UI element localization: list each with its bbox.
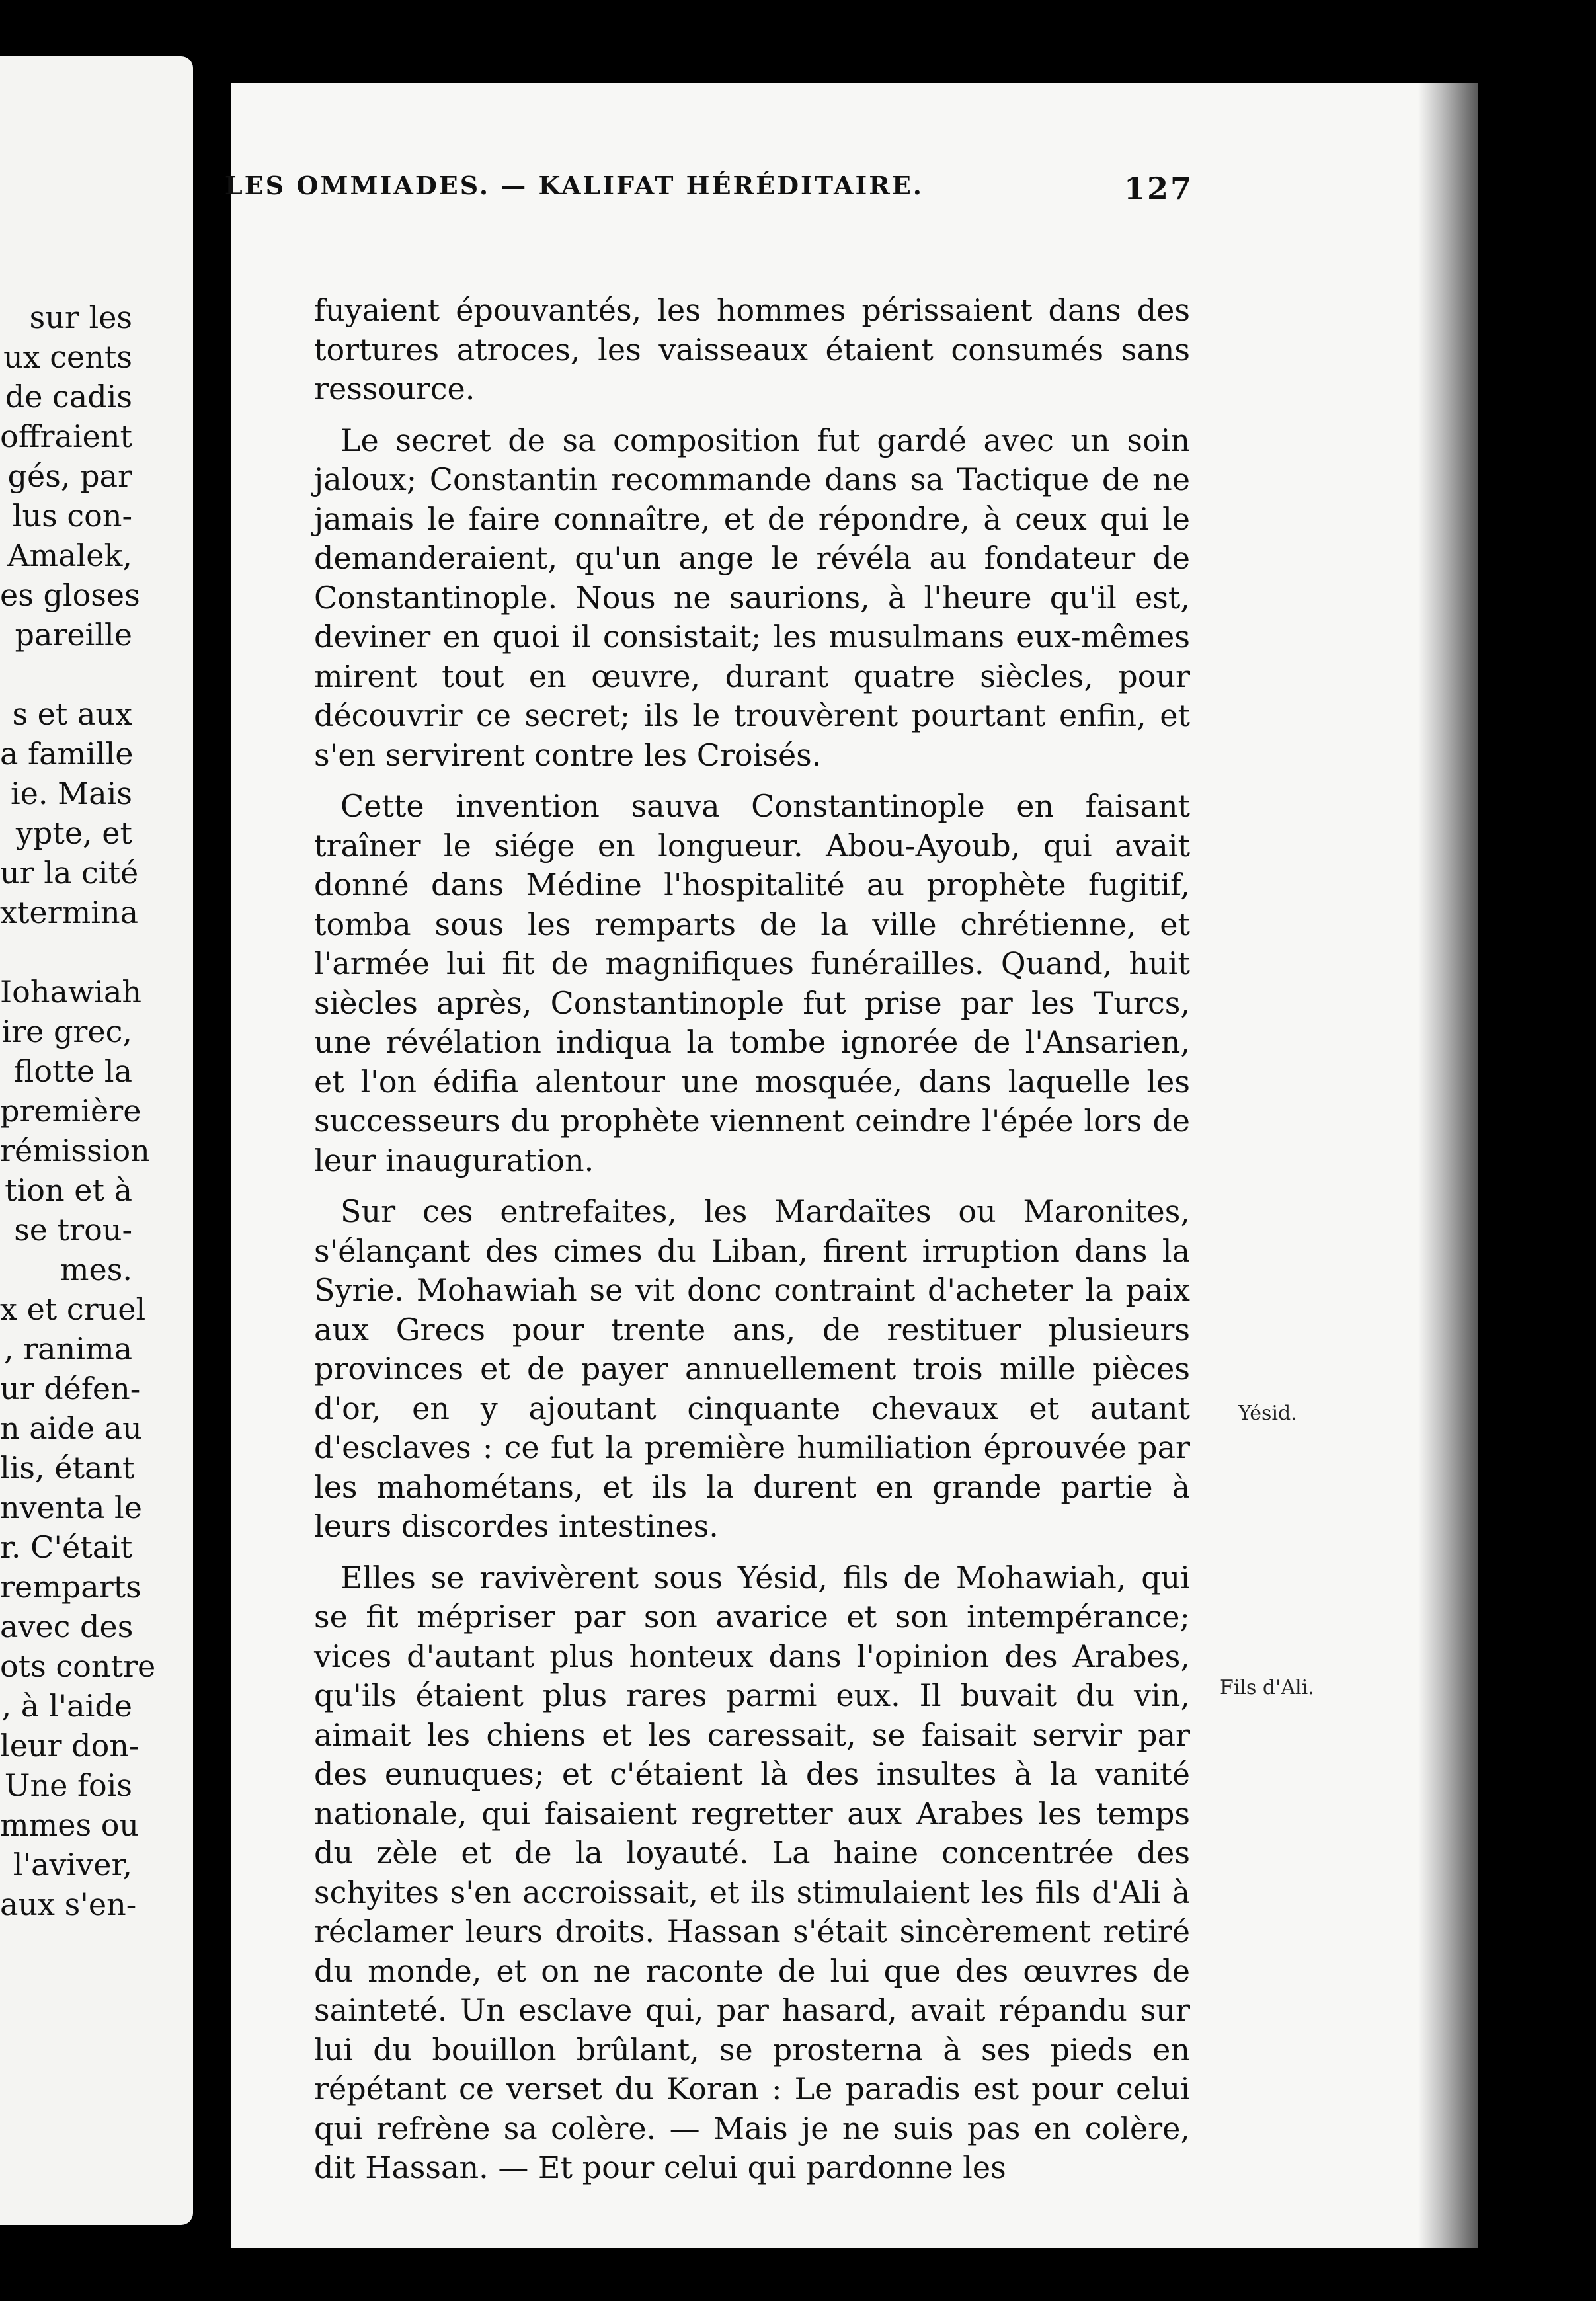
paragraph: Elles se ravivèrent sous Yésid, fils de Mohawiah, qui se fit mépriser par son avarice et son intempérance; vices d'autant plus honteux dans l'opinion des Arabes, qu'ils étaient plus rares parmi eux. Il buvait du vin, aimait les chiens et les caressait, se faisait servir par des eunuques; et c'étaient là des insultes à la vanité nationale, qui faisaient regretter aux Arabes les temps du zèle et de la loyauté. La haine concentrée des schyites s'en accroissait, et ils stimulaient les fils d'Ali à réclamer leurs droits. Hassan s'était sincèrement retiré du monde, et on ne raconte de lui que des œuvres de sainteté. Un esclave qui, par hasard, avait répandu sur lui du bouillon brûlant, se prosterna à ses pieds en répétant ce verset du Koran : Le paradis est pour celui qui refrène sa colère. — Mais je ne suis pas en colère, dit Hassan. — Et pour celui qui pardonne les <box>314 1559 1190 2185</box>
left-page-line: ots contre <box>0 1648 156 1684</box>
left-page-line: ux cents <box>3 339 132 375</box>
left-page-line: xtermina <box>0 895 139 930</box>
left-page-line: leur don- <box>0 1728 140 1763</box>
left-page-line: première <box>0 1093 141 1129</box>
left-page-line: mmes ou <box>0 1807 140 1843</box>
page-number: 127 <box>1123 171 1193 206</box>
left-page-line: , à l'aide <box>1 1688 132 1724</box>
left-page-line: mes. <box>60 1252 132 1287</box>
left-page-line: lus con- <box>12 498 132 534</box>
left-page-line: de cadis <box>5 379 132 415</box>
left-page-line: Amalek, <box>7 538 132 573</box>
paragraph: Sur ces entrefaites, les Mardaïtes ou Maronites, s'élançant des cimes du Liban, firent irruption dans la Syrie. Mohawiah se vit donc contraint d'acheter la paix aux Grecs pour trente ans, de restituer plusieurs provinces et de payer annuellement trois mille pièces d'or, en y ajoutant cinquante chevaux et autant d'esclaves : ce fut la première humiliation éprouvée par les mahométans, et ils la durent en grande partie à leurs discordes intestines. <box>314 1193 1190 1544</box>
left-page-line: a famille <box>0 736 134 772</box>
left-page-line: tion et à <box>5 1172 132 1208</box>
left-page-line: ur la cité <box>0 855 139 891</box>
running-head <box>225 171 1193 217</box>
left-page-line: nventa le <box>0 1490 142 1525</box>
left-page-line: , ranima <box>3 1331 132 1367</box>
chapter-title: LES OMMIADES. — KALIFAT HÉRÉDITAIRE. <box>225 171 924 200</box>
previous-page-fragment <box>0 56 193 2225</box>
left-page-line: x et cruel <box>0 1291 146 1327</box>
left-page-line: r. C'était <box>0 1529 133 1565</box>
left-page-line: se trou- <box>14 1212 132 1248</box>
left-page-line: flotte la <box>13 1053 132 1089</box>
left-page-line: ire grec, <box>1 1014 132 1049</box>
left-page-line: ie. Mais <box>10 776 132 811</box>
left-page-line: offraient <box>0 419 132 454</box>
left-page-line: ypte, et <box>15 815 132 851</box>
margin-note-yesid: Yésid. <box>1238 1402 1297 1425</box>
left-page-line: Iohawiah <box>0 974 142 1010</box>
paragraph: Le secret de sa composition fut gardé avec un soin jaloux; Constantin recommande dans sa Tactique de ne jamais le faire connaître, et de répondre, à ceux qui le demanderaient, qu'un ange le révéla au fondateur de Constantinople. Nous ne saurions, à l'heure qu'il est, deviner en quoi il consistait; les musulmans eux-mêmes mirent tout en œuvre, durant quatre siècles, pour découvrir ce secret; ils le trouvèrent pourtant enfin, et s'en servirent contre les Croisés. <box>314 422 1190 773</box>
left-page-line: aux s'en- <box>0 1886 137 1922</box>
left-page-line: n aide au <box>0 1410 142 1446</box>
paragraph: fuyaient épouvantés, les hommes périssaient dans des tortures atroces, les vaisseaux étaient consumés sans ressource. <box>314 292 1190 407</box>
margin-note-fils-ali: Fils d'Ali. <box>1220 1676 1314 1699</box>
paragraph: Cette invention sauva Constantinople en faisant traîner le siége en longueur. Abou-Ayoub, qui avait donné dans Médine l'hospitalité au prophète fugitif, tomba sous les remparts de la ville chrétienne, et l'armée lui fit de magnifiques funérailles. Quand, huit siècles après, Constantinople fut prise par les Turcs, une révélation indiqua la tombe ignorée de l'Ansarien, et l'on édifia alentour une mosquée, dans laquelle les successeurs du prophète viennent ceindre l'épée lors de leur inauguration. <box>314 788 1190 1178</box>
left-page-line: sur les <box>29 300 132 335</box>
left-page-line: ur défen- <box>0 1371 141 1406</box>
left-page-line: es gloses <box>0 577 140 613</box>
left-page-line: l'aviver, <box>13 1847 132 1882</box>
body-text <box>314 291 1190 2188</box>
left-page-line: Une fois <box>4 1767 132 1803</box>
left-page-line: avec des <box>0 1609 134 1644</box>
left-page-line: remparts <box>0 1569 141 1605</box>
left-page-line: gés, par <box>7 458 132 494</box>
page-gutter-shadow <box>1418 83 1478 2248</box>
left-page-line: lis, étant <box>0 1450 135 1486</box>
left-page-line: pareille <box>15 617 132 653</box>
left-page-line: rémission <box>0 1133 150 1168</box>
left-page-line: s et aux <box>12 696 132 732</box>
